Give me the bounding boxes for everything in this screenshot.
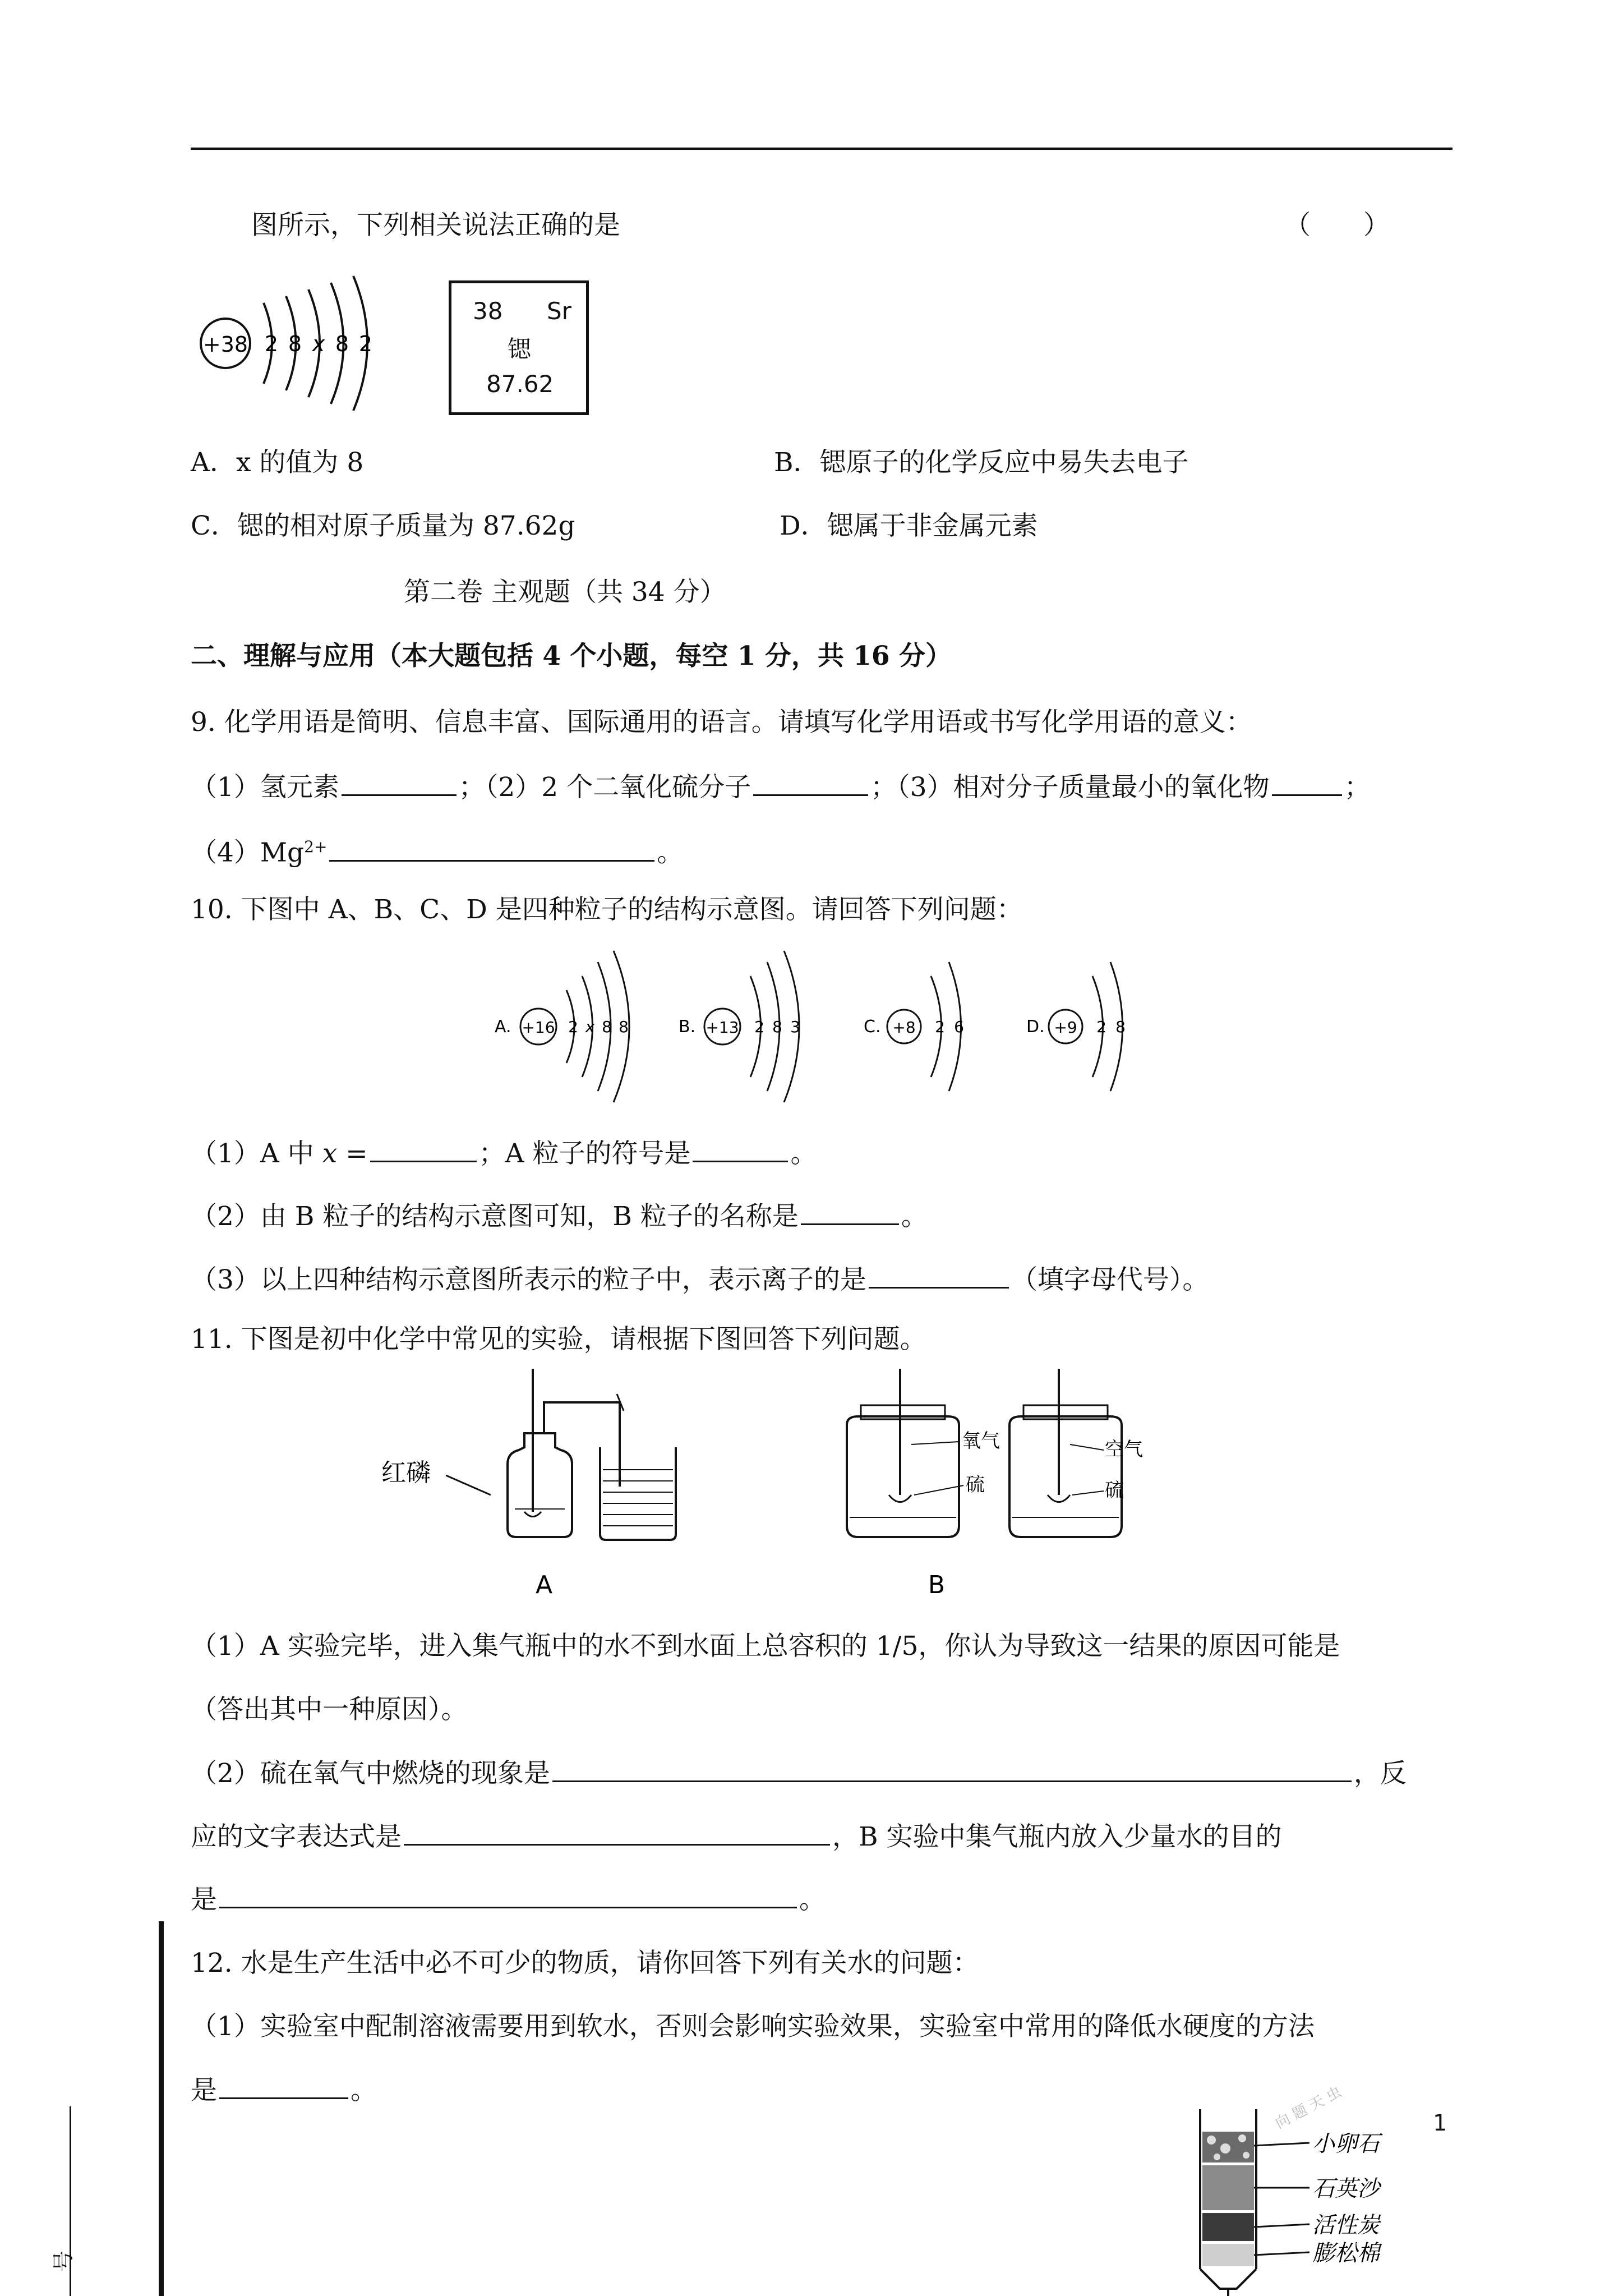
answer-blank[interactable]	[693, 1136, 788, 1162]
q11-a2-l3: 是	[191, 1884, 217, 1915]
q10-x: x	[322, 1138, 338, 1169]
cotton-label: 膨松棉	[1312, 2240, 1380, 2266]
electron-count: 3	[790, 1018, 800, 1036]
electron-count: 8	[335, 332, 349, 356]
q11-a1-cont: （答出其中一种原因）。	[191, 1694, 468, 1725]
q10-a2: （2）由 B 粒子的结构示意图可知，B 粒子的名称是	[191, 1201, 799, 1232]
atomic-number: 38	[473, 297, 503, 325]
electron-count: 2	[754, 1018, 764, 1036]
spoon-bowl	[1048, 1495, 1070, 1502]
electron-count: 6	[954, 1018, 964, 1036]
q12-a1-cont: 是	[191, 2075, 217, 2106]
element-name: 锶	[508, 335, 532, 363]
sulfur-label: 硫	[966, 1474, 985, 1496]
q11-a1: （1）A 实验完毕，进入集气瓶中的水不到水面上总容积的 1/5，你认为导致这一结果的原因可能是	[191, 1631, 1340, 1662]
q9-stem: 9. 化学用语是简明、信息丰富、国际通用的语言。请填写化学用语或书写化学用语的意义：	[191, 707, 1252, 738]
air-bottle	[1009, 1416, 1122, 1537]
header-rule	[191, 148, 1453, 150]
filter-funnel	[1200, 2269, 1256, 2289]
carbon-label: 活性炭	[1312, 2212, 1380, 2238]
pointer-line	[1072, 1491, 1104, 1495]
nucleus-charge: +8	[892, 1018, 916, 1037]
particle-label: A.	[495, 1017, 511, 1037]
particle-label: D.	[1026, 1017, 1045, 1037]
q11-answer2	[191, 1756, 1407, 1791]
q10-stem: 10. 下图中 A、B、C、D 是四种粒子的结构示意图。请回答下列问题：	[191, 894, 1023, 925]
q9-line2	[191, 830, 683, 870]
q9-part1: （1）氢元素	[191, 772, 339, 803]
q10-eq: =	[337, 1138, 368, 1169]
q11-a2-l2-mid: ，B 实验中集气瓶内放入少量水的目的	[832, 1821, 1282, 1852]
electron-count: 8	[772, 1018, 782, 1036]
electron-count: 2	[264, 332, 279, 356]
q9-part2: ；（2）2 个二氧化硫分子	[458, 772, 751, 803]
sand-label: 石英沙	[1312, 2176, 1380, 2202]
figure-label-b: B	[928, 1571, 946, 1599]
water-filter-figure	[1195, 2083, 1430, 2296]
strontium-atom-diagram	[191, 264, 415, 415]
q12-a1-end: 。	[351, 2075, 377, 2106]
watermark: 向 题 天 虫	[1272, 2083, 1345, 2133]
particle-diagrams	[482, 948, 1200, 1111]
margin-char: 号	[51, 2250, 76, 2272]
spoon-bowl	[524, 1512, 541, 1517]
collection-bottle	[508, 1433, 572, 1537]
q11-answer2-line2	[191, 1819, 1281, 1854]
answer-blank[interactable]	[869, 1262, 1009, 1289]
spoon-bowl	[889, 1495, 911, 1502]
q11-a2-l3-end: 。	[799, 1884, 826, 1915]
q10-a1-mid: ；A 粒子的符号是	[478, 1138, 691, 1169]
pointer-line	[1254, 2224, 1310, 2227]
element-card	[449, 280, 589, 415]
nucleus-charge: +16	[522, 1018, 555, 1037]
pointer-line	[1254, 2252, 1310, 2255]
answer-blank[interactable]	[342, 770, 457, 796]
carbon-layer	[1202, 2213, 1254, 2241]
electron-count: 8	[1115, 1018, 1126, 1036]
answer-blank[interactable]	[1272, 770, 1342, 796]
part2-title: 第二卷 主观题（共 34 分）	[404, 577, 726, 608]
q10-a1: （1）A 中	[191, 1138, 314, 1169]
q10-a3: （3）以上四种结构示意图所表示的粒子中，表示离子的是	[191, 1264, 866, 1295]
cotton-layer	[1202, 2244, 1254, 2266]
option-d[interactable]: D．锶属于非金属元素	[780, 510, 1038, 541]
electron-count: 2	[358, 332, 373, 356]
q9-part3: ；（3）相对分子质量最小的氧化物	[870, 772, 1270, 803]
q10-a1-end: 。	[790, 1138, 817, 1169]
q9-line1-end: ；	[1344, 772, 1371, 803]
electron-count: 2	[935, 1018, 945, 1036]
option-c[interactable]: C．锶的相对原子质量为 87.62g	[191, 510, 575, 541]
pointer-line	[914, 1485, 963, 1495]
answer-blank[interactable]	[801, 1199, 899, 1225]
margin-bar	[159, 1921, 164, 2296]
atomic-mass: 87.62	[486, 370, 554, 398]
q11-a2-l2: 应的文字表达式是	[191, 1821, 402, 1852]
answer-blank[interactable]	[219, 1882, 797, 1908]
electron-count: x	[312, 332, 325, 356]
air-label: 空气	[1105, 1438, 1143, 1461]
sulfur-label-2: 硫	[1105, 1479, 1124, 1502]
option-b[interactable]: B．锶原子的化学反应中易失去电子	[774, 447, 1189, 478]
ion-charge: 2+	[304, 838, 328, 856]
pointer-line	[1254, 2143, 1310, 2146]
answer-blank[interactable]	[552, 1756, 1352, 1782]
electron-count: 8	[602, 1018, 612, 1036]
answer-blank[interactable]	[753, 770, 868, 796]
nucleus-charge: +9	[1054, 1018, 1077, 1037]
q10-a3-end: （填字母代号）。	[1011, 1264, 1209, 1295]
oxygen-label: 氧气	[962, 1430, 1000, 1452]
experiment-figure	[365, 1369, 1178, 1604]
oxygen-bottle	[847, 1416, 959, 1537]
section2-heading: 二、理解与应用（本大题包括 4 个小题，每空 1 分，共 16 分）	[191, 641, 952, 671]
answer-blank[interactable]	[219, 2073, 348, 2099]
q9-line1	[191, 770, 1371, 804]
electron-count: 8	[619, 1018, 629, 1036]
q11-a2: （2）硫在氧气中燃烧的现象是	[191, 1758, 550, 1789]
particle-label: C.	[864, 1017, 881, 1037]
electron-count: 8	[288, 332, 302, 356]
pointer-line	[446, 1475, 491, 1495]
q8-stem: 图所示，下列相关说法正确的是	[251, 210, 620, 241]
q11-stem: 11. 下图是初中化学中常见的实验，请根据下图回答下列问题。	[191, 1324, 926, 1355]
q10-answer3	[191, 1262, 1209, 1297]
red-phosphorus-label: 红磷	[381, 1458, 431, 1487]
answer-blank[interactable]	[404, 1819, 830, 1846]
q10-a2-end: 。	[901, 1201, 928, 1232]
nucleus-charge: +13	[706, 1018, 739, 1037]
q12-a1: （1）实验室中配制溶液需要用到软水，否则会影响实验效果，实验室中常用的降低水硬度的方法	[191, 2011, 1315, 2042]
q12-stem: 12. 水是生产生活中必不可少的物质，请你回答下列有关水的问题：	[191, 1948, 979, 1978]
figure-label-a: A	[535, 1571, 553, 1599]
q9-part4: （4）Mg	[191, 837, 305, 868]
nucleus-charge: +38	[202, 332, 248, 357]
answer-bracket: （ ）	[1284, 210, 1390, 241]
pebble-label: 小卵石	[1312, 2131, 1380, 2157]
sand-layer	[1202, 2165, 1254, 2210]
q10-answer2	[191, 1199, 928, 1234]
electron-count: x	[585, 1018, 595, 1036]
electron-count: 2	[1096, 1018, 1106, 1036]
answer-blank[interactable]	[329, 835, 654, 862]
pointer-line	[911, 1442, 959, 1444]
electron-count: 2	[568, 1018, 578, 1036]
q12-a1-line2	[191, 2073, 377, 2108]
q11-a2-end: ，反	[1353, 1758, 1407, 1789]
page-number: 1	[1433, 2110, 1447, 2136]
particle-label: B.	[679, 1017, 696, 1037]
answer-blank[interactable]	[370, 1136, 477, 1162]
element-symbol: Sr	[547, 297, 571, 325]
option-a[interactable]: A．x 的值为 8	[191, 447, 364, 478]
pointer-line	[1070, 1444, 1104, 1450]
q11-answer2-line3	[191, 1882, 826, 1917]
q10-answer1	[191, 1136, 817, 1171]
q9-line2-end: 。	[657, 837, 684, 868]
